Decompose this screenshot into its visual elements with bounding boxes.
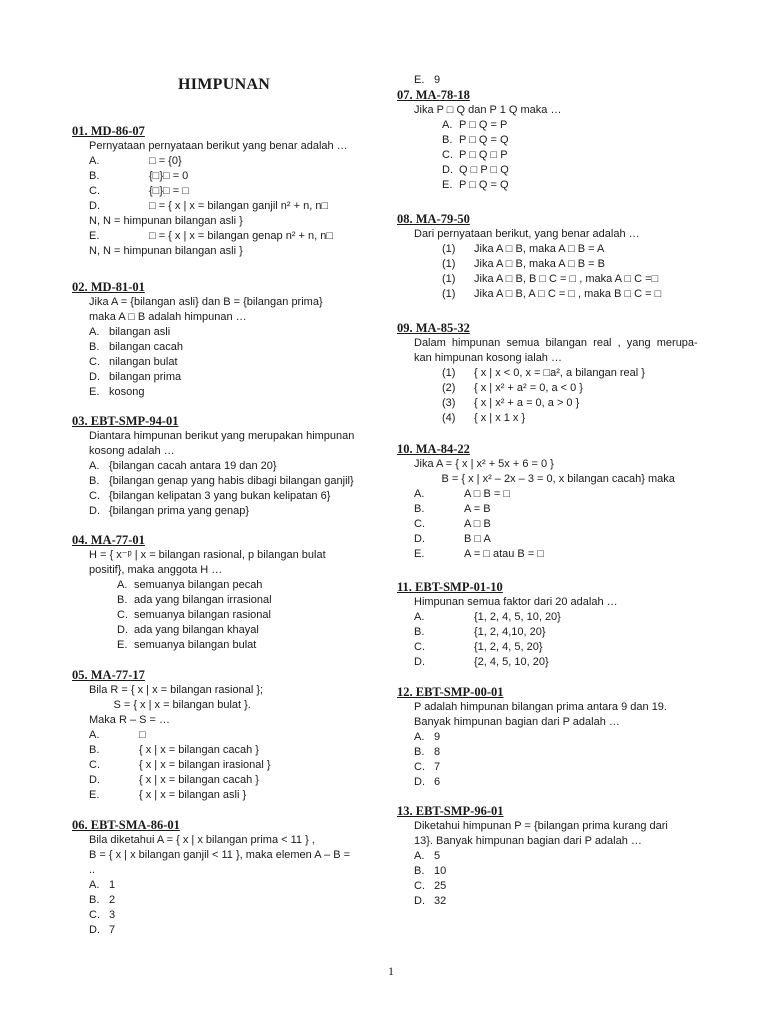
- question-stem: ..: [89, 864, 96, 876]
- option-a: A. {1, 2, 4, 5, 10, 20}: [414, 611, 561, 623]
- option-b: B. 10: [414, 865, 447, 877]
- statement-3: (3) { x | x² + a = 0, a > 0 }: [442, 397, 580, 409]
- question-04: [72, 533, 372, 653]
- option-c: C. A □ B: [414, 518, 491, 530]
- option-b: B. P □ Q = Q: [442, 134, 509, 146]
- question-stem: P adalah himpunan bilangan prima antara 9 dan 19.: [414, 701, 667, 713]
- question-stem: Jika A = { x | x² + 5x + 6 = 0 }: [414, 458, 554, 470]
- option-d-continued: N, N = himpunan bilangan asli }: [89, 215, 243, 227]
- question-12: [397, 685, 707, 790]
- question-stem: S = { x | x = bilangan bulat }.: [89, 699, 251, 711]
- option-d: D. Q □ P □ Q: [442, 164, 509, 176]
- question-06-option-e: [397, 73, 707, 88]
- page-number: 1: [388, 964, 394, 978]
- question-13: [397, 804, 707, 909]
- question-code: 03. EBT-SMP-94-01: [72, 414, 179, 428]
- option-c: C. 25: [414, 880, 447, 892]
- option-d: D. 32: [414, 895, 447, 907]
- option-a: A. A □ B = □: [414, 488, 511, 500]
- option-c: C. {□}□ = □: [89, 185, 189, 197]
- option-e: E. kosong: [89, 386, 145, 398]
- option-e: E. 9: [414, 74, 441, 86]
- question-stem: positif}, maka anggota H …: [89, 564, 223, 576]
- option-a: A. 9: [414, 731, 441, 743]
- option-d: D. 7: [89, 924, 116, 936]
- page-title: HIMPUNAN: [178, 76, 271, 93]
- question-code: 02. MD-81-01: [72, 280, 145, 294]
- option-b: B. {bilangan genap yang habis dibagi bilangan ganjil}: [89, 475, 354, 487]
- option-a: A. □ = {0}: [89, 155, 182, 167]
- option-b: B. bilangan cacah: [89, 341, 184, 353]
- option-b: B. {1, 2, 4,10, 20}: [414, 626, 546, 638]
- question-stem: maka A □ B adalah himpunan …: [89, 311, 247, 323]
- question-09: [397, 321, 707, 426]
- question-03: [72, 414, 372, 519]
- option-b: B. 8: [414, 746, 441, 758]
- question-stem: kan himpunan kosong ialah …: [414, 352, 562, 364]
- question-code: 08. MA-79-50: [397, 212, 470, 226]
- question-code: 05. MA-77-17: [72, 668, 145, 682]
- option-d: D. {2, 4, 5, 10, 20}: [414, 656, 549, 668]
- question-07: [397, 88, 707, 193]
- question-stem: B = { x | x² – 2x – 3 = 0, x bilangan cacah} maka: [414, 473, 675, 485]
- option-c: C. 7: [414, 761, 441, 773]
- statement-3: (1) Jika A □ B, B □ C = □ , maka A □ C =□: [442, 273, 659, 285]
- option-c: C. 3: [89, 909, 116, 921]
- statement-1: (1) Jika A □ B, maka A □ B = A: [442, 243, 605, 255]
- question-stem: Pernyataan pernyataan berikut yang benar adalah …: [89, 140, 348, 152]
- question-stem: Dalam himpunan semua bilangan real , yang merupa-: [414, 337, 698, 349]
- option-a: A. {bilangan cacah antara 19 dan 20}: [89, 460, 277, 472]
- option-b: B. {□}□ = 0: [89, 170, 189, 182]
- statement-4: (4) { x | x 1 x }: [442, 412, 526, 424]
- option-e: E. { x | x = bilangan asli }: [89, 789, 247, 801]
- option-d: D. B □ A: [414, 533, 491, 545]
- option-e: E. A = □ atau B = □: [414, 548, 544, 560]
- question-10: [397, 442, 707, 562]
- question-08: [397, 212, 707, 302]
- question-code: 07. MA-78-18: [397, 88, 470, 102]
- question-code: 09. MA-85-32: [397, 321, 470, 335]
- option-b: B. A = B: [414, 503, 491, 515]
- question-stem: Himpunan semua faktor dari 20 adalah …: [414, 596, 618, 608]
- question-05: [72, 668, 372, 803]
- option-c: C. {bilangan kelipatan 3 yang bukan kelipatan 6}: [89, 490, 331, 502]
- option-b: B. ada yang bilangan irrasional: [117, 594, 272, 606]
- question-stem: Dari pernyataan berikut, yang benar adalah …: [414, 228, 640, 240]
- question-stem: Diantara himpunan berikut yang merupakan himpunan: [89, 430, 355, 442]
- option-d: D. 6: [414, 776, 441, 788]
- option-a: A. semuanya bilangan pecah: [117, 579, 263, 591]
- question-06: [72, 818, 372, 938]
- question-01: [72, 124, 372, 259]
- option-c: C. semuanya bilangan rasional: [117, 609, 271, 621]
- option-a: A. P □ Q = P: [442, 119, 508, 131]
- question-stem: Banyak himpunan bagian dari P adalah …: [414, 716, 620, 728]
- question-code: 11. EBT-SMP-01-10: [397, 580, 503, 594]
- statement-2: (2) { x | x² + a² = 0, a < 0 }: [442, 382, 583, 394]
- question-stem: H = { x⁻ᵖ | x = bilangan rasional, p bilangan bulat: [89, 549, 326, 561]
- option-e: E. semuanya bilangan bulat: [117, 639, 257, 651]
- question-11: [397, 580, 707, 670]
- question-stem: Maka R – S = …: [89, 714, 171, 726]
- option-c: C. P □ Q □ P: [442, 149, 508, 161]
- statement-4: (1) Jika A □ B, A □ C = □ , maka B □ C = □: [442, 288, 662, 300]
- question-stem: Jika A = {bilangan asli} dan B = {bilangan prima}: [89, 296, 323, 308]
- question-stem: Diketahui himpunan P = {bilangan prima kurang dari: [414, 820, 668, 832]
- question-code: 06. EBT-SMA-86-01: [72, 818, 180, 832]
- option-b: B. { x | x = bilangan cacah }: [89, 744, 259, 756]
- option-c: C. {1, 2, 4, 5, 20}: [414, 641, 543, 653]
- statement-2: (1) Jika A □ B, maka A □ B = B: [442, 258, 605, 270]
- option-d: D. {bilangan prima yang genap}: [89, 505, 250, 517]
- question-stem: Jika P □ Q dan P 1 Q maka …: [414, 104, 562, 116]
- option-c: C. { x | x = bilangan irasional }: [89, 759, 271, 771]
- option-d: D. ada yang bilangan khayal: [117, 624, 259, 636]
- option-b: B. 2: [89, 894, 116, 906]
- question-code: 13. EBT-SMP-96-01: [397, 804, 504, 818]
- question-stem: kosong adalah …: [89, 445, 175, 457]
- option-e: E. P □ Q = Q: [442, 179, 509, 191]
- question-code: 12. EBT-SMP-00-01: [397, 685, 504, 699]
- option-d: D. □ = { x | x = bilangan ganjil n² + n, n□: [89, 200, 329, 212]
- option-c: C. nilangan bulat: [89, 356, 178, 368]
- option-d: D. bilangan prima: [89, 371, 182, 383]
- option-a: A. 1: [89, 879, 116, 891]
- option-d: D. { x | x = bilangan cacah }: [89, 774, 259, 786]
- question-stem: Bila diketahui A = { x | x bilangan prima < 11 } ,: [89, 834, 315, 846]
- question-stem: Bila R = { x | x = bilangan rasional };: [89, 684, 264, 696]
- question-stem: B = { x | x bilangan ganjil < 11 }, maka elemen A – B =: [89, 849, 351, 861]
- question-code: 10. MA-84-22: [397, 442, 470, 456]
- question-code: 04. MA-77-01: [72, 533, 145, 547]
- question-02: [72, 280, 372, 400]
- option-a: A. □: [89, 729, 146, 741]
- option-a: A. 5: [414, 850, 441, 862]
- question-code: 01. MD-86-07: [72, 124, 145, 138]
- question-stem: 13}. Banyak himpunan bagian dari P adalah …: [414, 835, 642, 847]
- statement-1: (1) { x | x < 0, x = □a², a bilangan real }: [442, 367, 645, 379]
- option-a: A. bilangan asli: [89, 326, 171, 338]
- option-e-continued: N, N = himpunan bilangan asli }: [89, 245, 243, 257]
- option-e: E. □ = { x | x = bilangan genap n² + n, n□: [89, 230, 334, 242]
